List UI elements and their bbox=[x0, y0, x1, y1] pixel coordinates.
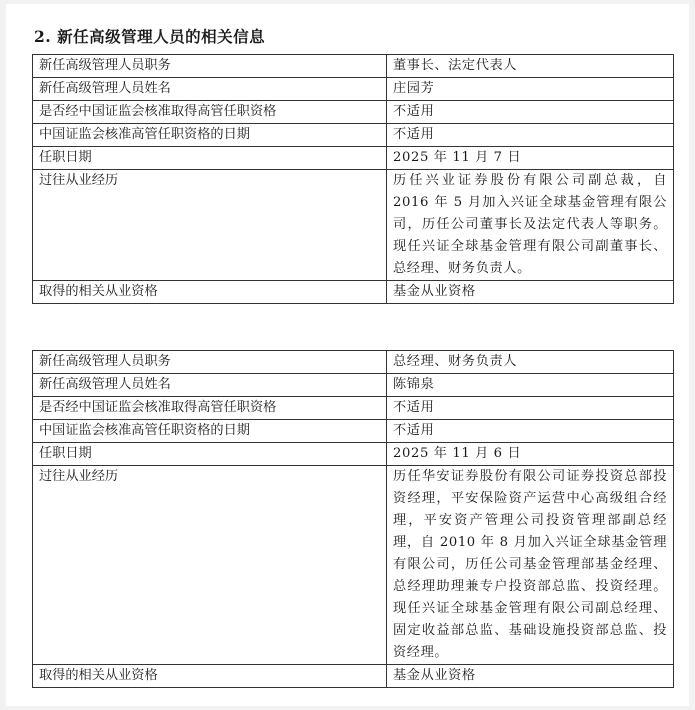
table-row bbox=[33, 466, 674, 665]
row-label-approval-date: 中国证监会核准高管任职资格的日期 bbox=[33, 124, 387, 147]
table-row bbox=[33, 374, 674, 397]
table-row bbox=[33, 55, 674, 78]
row-label-certification: 取得的相关从业资格 bbox=[33, 281, 387, 304]
row-value-position: 总经理、财务负责人 bbox=[387, 351, 674, 374]
table-row bbox=[33, 281, 674, 304]
row-label-appointment-date: 任职日期 bbox=[33, 443, 387, 466]
table-row bbox=[33, 665, 674, 688]
row-label-position: 新任高级管理人员职务 bbox=[33, 55, 387, 78]
table-row bbox=[33, 101, 674, 124]
row-label-appointment-date: 任职日期 bbox=[33, 147, 387, 170]
officer-info-table-1 bbox=[32, 54, 674, 304]
table-row bbox=[33, 397, 674, 420]
row-label-certification: 取得的相关从业资格 bbox=[33, 665, 387, 688]
row-label-name: 新任高级管理人员姓名 bbox=[33, 78, 387, 101]
row-label-work-history: 过往从业经历 bbox=[33, 170, 387, 281]
row-value-qualification-approved: 不适用 bbox=[387, 397, 674, 420]
officer-info-table-2 bbox=[32, 350, 674, 688]
row-label-qualification-approved: 是否经中国证监会核准取得高管任职资格 bbox=[33, 397, 387, 420]
row-value-name: 庄园芳 bbox=[387, 78, 674, 101]
table-row bbox=[33, 78, 674, 101]
row-value-certification: 基金从业资格 bbox=[387, 665, 674, 688]
table-row bbox=[33, 147, 674, 170]
row-value-appointment-date: 2025 年 11 月 7 日 bbox=[387, 147, 674, 170]
row-value-qualification-approved: 不适用 bbox=[387, 101, 674, 124]
document-page bbox=[6, 4, 689, 706]
row-value-appointment-date: 2025 年 11 月 6 日 bbox=[387, 443, 674, 466]
row-label-approval-date: 中国证监会核准高管任职资格的日期 bbox=[33, 420, 387, 443]
row-label-name: 新任高级管理人员姓名 bbox=[33, 374, 387, 397]
row-label-position: 新任高级管理人员职务 bbox=[33, 351, 387, 374]
row-value-approval-date: 不适用 bbox=[387, 420, 674, 443]
row-value-work-history: 历任华安证券股份有限公司证券投资总部投资经理，平安保险资产运营中心高级组合经理，平安资产管理公司投资管理部副总经理，自 2010 年 8 月加入兴证全球基金管理有限公司，历任公司基金管理部基金经理、总经理助理兼专户投资部总监、投资经理。现任兴证全球基金管理有限公司副总经理、固定收益部总监、基础设施投资部总监、投资经理。 bbox=[387, 466, 674, 665]
row-value-work-history: 历任兴业证券股份有限公司副总裁，自 2016 年 5 月加入兴证全球基金管理有限公司，历任公司董事长及法定代表人等职务。现任兴证全球基金管理有限公司副董事长、总经理、财务负责人。 bbox=[387, 170, 674, 281]
table-row bbox=[33, 124, 674, 147]
table-row bbox=[33, 351, 674, 374]
row-value-certification: 基金从业资格 bbox=[387, 281, 674, 304]
table-row bbox=[33, 443, 674, 466]
row-value-approval-date: 不适用 bbox=[387, 124, 674, 147]
table-row bbox=[33, 170, 674, 281]
table-row bbox=[33, 420, 674, 443]
row-value-name: 陈锦泉 bbox=[387, 374, 674, 397]
section-title: 2. 新任高级管理人员的相关信息 bbox=[34, 27, 266, 46]
row-label-work-history: 过往从业经历 bbox=[33, 466, 387, 665]
row-value-position: 董事长、法定代表人 bbox=[387, 55, 674, 78]
row-label-qualification-approved: 是否经中国证监会核准取得高管任职资格 bbox=[33, 101, 387, 124]
